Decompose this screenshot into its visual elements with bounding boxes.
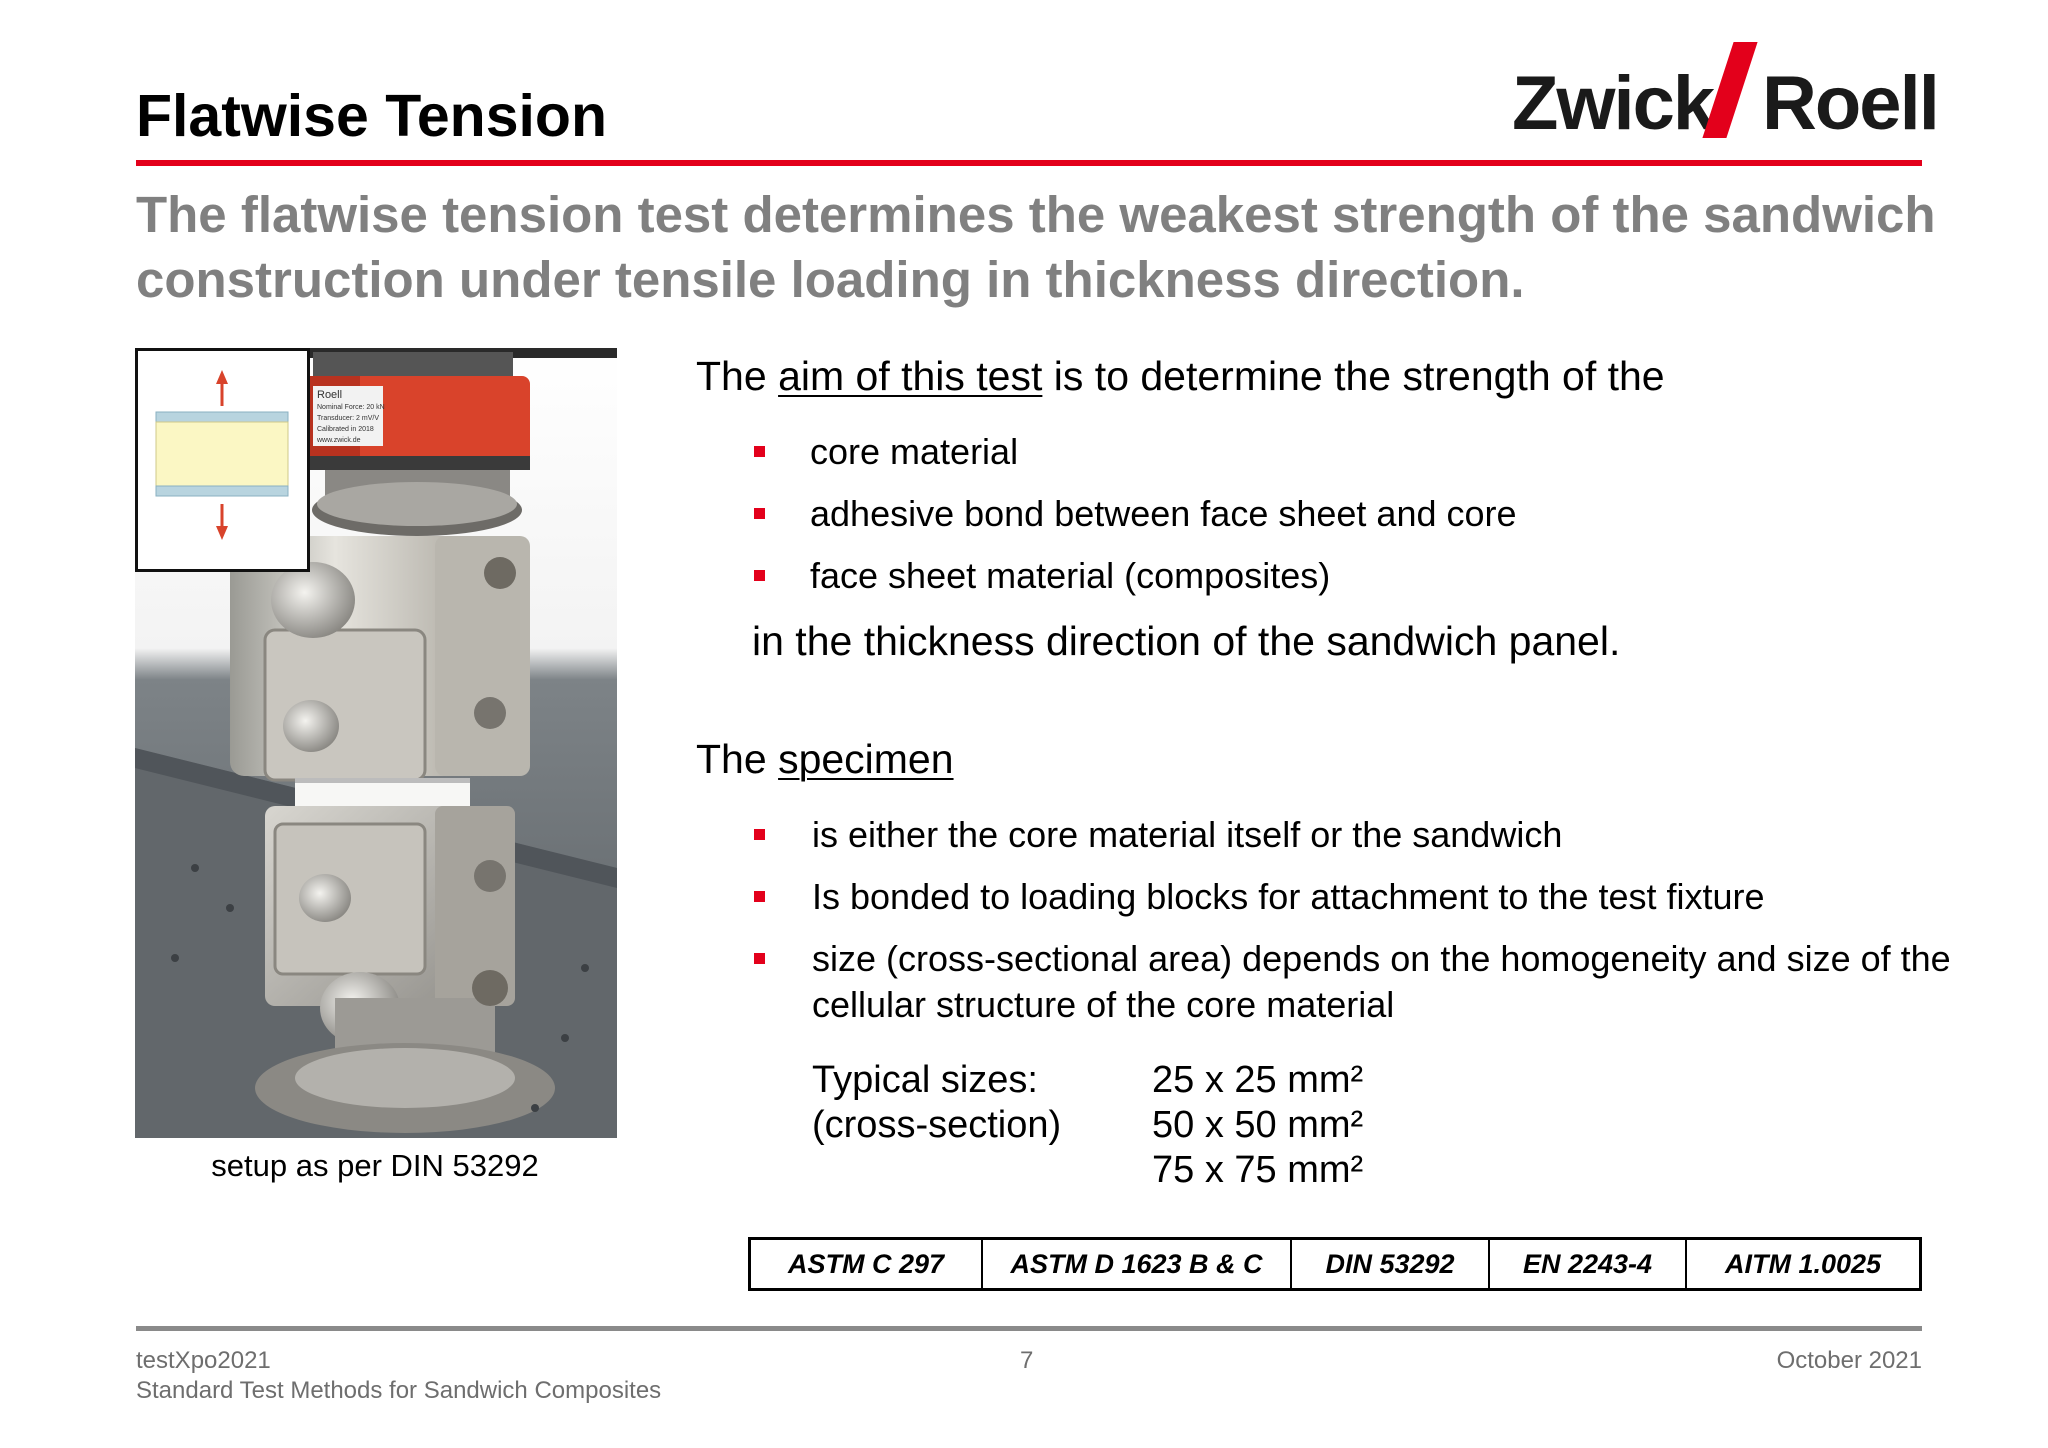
- bullet-marker: [754, 891, 765, 902]
- aim-bullet-1: core material: [810, 431, 1019, 472]
- device-label-line: www.zwick.de: [317, 437, 361, 444]
- device-label-line: Nominal Force: 20 kN: [317, 404, 385, 411]
- aim-prefix: The: [696, 353, 767, 399]
- device-label-line: Transducer: 2 mV/V: [317, 415, 379, 422]
- specimen-bullet-2: Is bonded to loading blocks for attachment to the test fixture: [812, 876, 1765, 917]
- specimen-heading: [696, 733, 954, 785]
- slide-subtitle: The flatwise tension test determines the weakest strength of the sandwich construction under tensile loading in thickness direction.: [136, 186, 1936, 308]
- device-label-line: Calibrated in 2018: [317, 426, 374, 433]
- specimen-prefix: The: [696, 736, 767, 782]
- footer-date: October 2021: [1776, 1347, 1922, 1374]
- standard-cell: ASTM D 1623 B & C: [982, 1239, 1291, 1290]
- bullet-marker: [754, 508, 765, 519]
- header-divider: [136, 160, 1922, 166]
- logo-text-roell: Roell: [1762, 61, 1938, 146]
- zwickroell-logo: [1512, 36, 1938, 146]
- aim-heading: [696, 350, 1665, 402]
- aim-bullet-2: adhesive bond between face sheet and core: [810, 493, 1517, 534]
- standards-table: [748, 1237, 1922, 1291]
- aim-closing: in the thickness direction of the sandwich panel.: [752, 618, 1621, 664]
- sizes-sublabel: (cross-section): [812, 1104, 1062, 1146]
- standards-row: [750, 1239, 1921, 1290]
- test-setup-photo: [135, 348, 617, 1138]
- specimen-bullet-1: is either the core material itself or the sandwich: [812, 814, 1563, 855]
- standard-cell: DIN 53292: [1291, 1239, 1489, 1290]
- bullet-marker: [754, 953, 765, 964]
- footer-divider: [136, 1326, 1922, 1331]
- fixture-illustration: [135, 348, 617, 1138]
- bullet-marker: [754, 829, 765, 840]
- footer-topic: Standard Test Methods for Sandwich Composites: [136, 1377, 662, 1404]
- specimen-bullet-3: size (cross-sectional area) depends on the homogeneity and size of the cellular structure of the core material: [812, 938, 1951, 1025]
- photo-caption: setup as per DIN 53292: [211, 1148, 539, 1183]
- standard-cell: EN 2243-4: [1489, 1239, 1686, 1290]
- bullet-marker: [754, 446, 765, 457]
- device-label-line: Roell: [317, 389, 343, 401]
- size-value-3: 75 x 75 mm²: [1152, 1149, 1364, 1191]
- page-title: Flatwise Tension: [136, 83, 607, 149]
- specimen-highlight: specimen: [778, 736, 954, 782]
- standard-cell: AITM 1.0025: [1686, 1239, 1921, 1290]
- aim-bullet-3: face sheet material (composites): [810, 555, 1331, 596]
- aim-suffix: is to determine the strength of the: [1053, 353, 1665, 399]
- standard-cell: ASTM C 297: [750, 1239, 983, 1290]
- size-value-1: 25 x 25 mm²: [1152, 1059, 1364, 1101]
- bullet-marker: [754, 570, 765, 581]
- sizes-label: Typical sizes:: [812, 1059, 1038, 1101]
- page-number: 7: [1020, 1347, 1034, 1374]
- footer-event: testXpo2021: [136, 1347, 271, 1374]
- size-value-2: 50 x 50 mm²: [1152, 1104, 1364, 1146]
- aim-highlight: aim of this test: [778, 353, 1043, 399]
- logo-text-zwick: Zwick: [1512, 61, 1714, 146]
